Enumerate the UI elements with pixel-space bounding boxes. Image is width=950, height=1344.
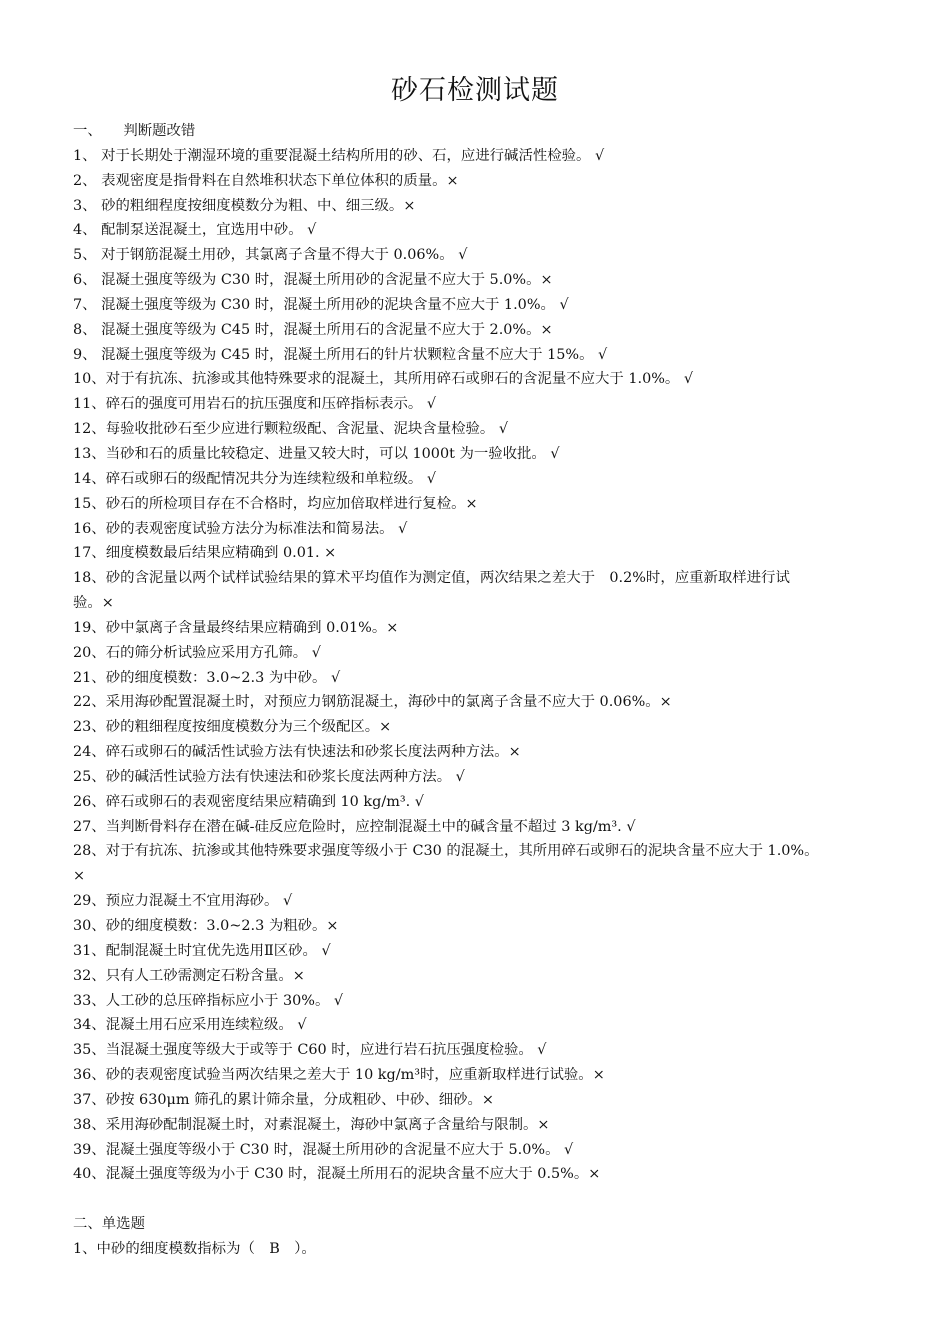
- question-item: 19、砂中氯离子含量最终结果应精确到 0.01%。×: [73, 619, 399, 636]
- question-item: 38、采用海砂配制混凝土时，对素混凝土，海砂中氯离子含量给与限制。×: [73, 1116, 550, 1133]
- question-item: 8、 混凝土强度等级为 C45 时，混凝土所用石的含泥量不应大于 2.0%。×: [73, 321, 553, 338]
- single-choice-question: 1、中砂的细度模数指标为（ B ）。: [73, 1240, 316, 1257]
- question-item: 27、当判断骨料存在潜在碱-硅反应危险时，应控制混凝土中的碱含量不超过 3 kg/m³. √: [73, 818, 636, 835]
- question-item: 14、碎石或卵石的级配情况共分为连续粒级和单粒级。 √: [73, 470, 437, 487]
- question-item: 39、混凝土强度等级小于 C30 时，混凝土所用砂的含泥量不应大于 5.0%。 √: [73, 1141, 574, 1158]
- question-item: 12、每验收批砂石至少应进行颗粒级配、含泥量、泥块含量检验。 √: [73, 421, 508, 438]
- question-item: 36、砂的表观密度试验当两次结果之差大于 10 kg/m³时，应重新取样进行试验。×: [73, 1067, 605, 1084]
- question-item: 17、细度模数最后结果应精确到 0.01. ×: [73, 545, 337, 562]
- question-item: 37、砂按 630μm 筛孔的累计筛余量，分成粗砂、中砂、细砂。×: [73, 1091, 494, 1108]
- question-item: 6、 混凝土强度等级为 C30 时，混凝土所用砂的含泥量不应大于 5.0%。×: [73, 272, 553, 289]
- question-item: 16、砂的表观密度试验方法分为标准法和简易法。 √: [73, 520, 408, 537]
- question-list: [73, 119, 893, 1262]
- section-heading-single-choice: 二、单选题: [73, 1216, 145, 1233]
- question-item: 7、 混凝土强度等级为 C30 时，混凝土所用砂的泥块含量不应大于 1.0%。 √: [73, 296, 569, 313]
- question-item: ×: [73, 868, 86, 885]
- question-item: 1、 对于长期处于潮湿环境的重要混凝土结构所用的砂、石，应进行碱活性检验。 √: [73, 147, 605, 164]
- question-item: 40、混凝土强度等级为小于 C30 时，混凝土所用石的泥块含量不应大于 0.5%。×: [73, 1166, 601, 1183]
- question-item: 9、 混凝土强度等级为 C45 时，混凝土所用石的针片状颗粒含量不应大于 15%。 √: [73, 346, 608, 363]
- question-item: 验。×: [73, 595, 114, 612]
- question-item: 23、砂的粗细程度按细度模数分为三个级配区。×: [73, 719, 392, 736]
- question-item: 34、混凝土用石应采用连续粒级。 √: [73, 1017, 307, 1034]
- question-item: 4、 配制泵送混凝土，宜选用中砂。 √: [73, 222, 317, 239]
- question-item: 3、 砂的粗细程度按细度模数分为粗、中、细三级。×: [73, 197, 416, 214]
- question-item: 28、对于有抗冻、抗渗或其他特殊要求强度等级小于 C30 的混凝土，其所用碎石或卵石的泥块含量不应大于 1.0%。: [73, 843, 819, 860]
- question-item: 29、预应力混凝土不宜用海砂。 √: [73, 893, 293, 910]
- question-item: 26、碎石或卵石的表观密度结果应精确到 10 kg/m³. √: [73, 793, 424, 810]
- question-item: 11、碎石的强度可用岩石的抗压强度和压碎指标表示。 √: [73, 396, 437, 413]
- question-item: 21、砂的细度模数：3.0~2.3 为中砂。 √: [73, 669, 341, 686]
- section-spacer: [73, 1187, 893, 1212]
- question-item: 35、当混凝土强度等级大于或等于 C60 时，应进行岩石抗压强度检验。 √: [73, 1042, 547, 1059]
- question-item: 18、砂的含泥量以两个试样试验结果的算术平均值作为测定值，两次结果之差大于 0.2%时，应重新取样进行试: [73, 570, 790, 587]
- question-item: 24、碎石或卵石的碱活性试验方法有快速法和砂浆长度法两种方法。×: [73, 744, 521, 761]
- section-heading-true-false: 一、 判断题改错: [73, 123, 196, 139]
- question-item: 20、石的筛分析试验应采用方孔筛。 √: [73, 644, 321, 661]
- page-title: 砂石检测试题: [391, 75, 559, 106]
- question-item: 32、只有人工砂需测定石粉含量。×: [73, 967, 305, 984]
- question-item: 5、 对于钢筋混凝土用砂，其氯离子含量不得大于 0.06%。 √: [73, 247, 468, 264]
- question-item: 15、砂石的所检项目存在不合格时，均应加倍取样进行复检。×: [73, 495, 478, 512]
- question-item: 25、砂的碱活性试验方法有快速法和砂浆长度法两种方法。 √: [73, 768, 465, 785]
- question-item: 33、人工砂的总压碎指标应小于 30%。 √: [73, 992, 344, 1009]
- question-item: 31、配制混凝土时宜优先选用Ⅱ区砂。 √: [73, 942, 331, 959]
- question-item: 10、对于有抗冻、抗渗或其他特殊要求的混凝土，其所用碎石或卵石的含泥量不应大于 1.0%。 √: [73, 371, 694, 388]
- question-item: 22、采用海砂配置混凝土时，对预应力钢筋混凝土，海砂中的氯离子含量不应大于 0.06%。×: [73, 694, 672, 711]
- question-item: 2、 表观密度是指骨料在自然堆积状态下单位体积的质量。×: [73, 172, 459, 189]
- question-item: 30、砂的细度模数：3.0~2.3 为粗砂。×: [73, 918, 339, 934]
- question-item: 13、当砂和石的质量比较稳定、进量又较大时，可以 1000t 为一验收批。 √: [73, 445, 560, 462]
